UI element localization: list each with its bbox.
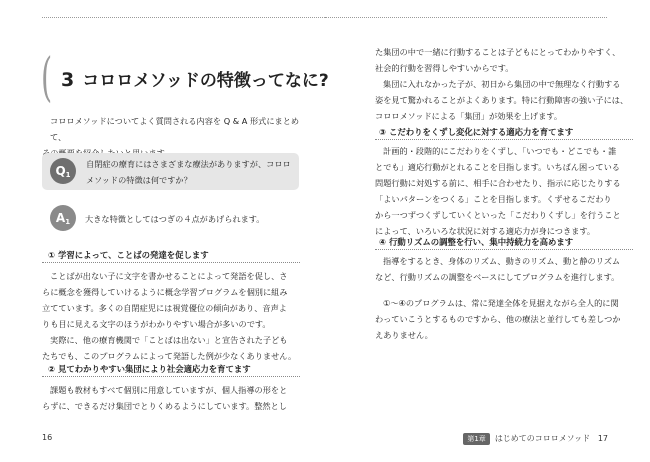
text-line: 計画的・段階的にこだわりをくずし、「いつでも・どこでも・誰 (383, 146, 617, 156)
section1-paragraph (42, 268, 304, 364)
text-line: 問題行動に対処する前に、相手に合わせたり、指示に応じたりする (375, 178, 621, 188)
section4-heading: ④ 行動リズムの調整を行い、集中持続力を高めます (379, 237, 574, 247)
chapter-number: 3 (61, 69, 75, 91)
question-badge: $Q_1$ (50, 158, 76, 184)
text-line: ①〜④のプログラムは、常に発達全体を見据えながら全人的に関 (383, 298, 619, 308)
text-line: 指導をするとき、身体のリズム、動きのリズム、動と静のリズム (383, 256, 621, 266)
section2-paragraph (42, 382, 304, 414)
text-line: た集団の中で一緒に行動することは子どもにとってわかりやすく、 (375, 47, 621, 57)
text-line: ことばが出ない子に文字を書かせることによって発語を促し、さ (50, 271, 288, 281)
section3-heading: ③ こだわりをくずし変化に対する適応力を育てます (379, 127, 574, 137)
question-box (42, 153, 299, 190)
intro-line: コロロメソッドについてよく質問される内容を Q & A 形式にまとめて、 (50, 116, 300, 142)
text-line: 立てています。多くの自閉症児には視覚優位の傾向があり、音声よ (42, 303, 287, 313)
section1-heading: ① 学習によって、ことばの発達を促します (48, 250, 209, 260)
section4-paragraph (375, 253, 637, 285)
chapter-bracket-ornament: ( (41, 48, 53, 108)
text-line: 社会的行動を習得しやすいからです。 (375, 63, 514, 73)
running-footer (463, 433, 608, 445)
section4-rule (375, 249, 633, 250)
text-line: らに概念を獲得していけるように概念学習プログラムを個別に組み (42, 287, 288, 297)
text-line: から一つずつくずしていくといった「こだわりくずし」を行うこと (375, 210, 621, 220)
text-line: 「よいパターンをつくる」ことを目指します。くずせるこだわり (375, 194, 612, 204)
text-line: わっていこうとするものですから、他の療法と並行しても差しつか (375, 314, 621, 324)
answer-text: 大きな特徴としてはつぎの４点があげられます。 (85, 214, 265, 224)
text-line: えありません。 (375, 330, 433, 340)
top-rule-right (325, 17, 607, 18)
text-line: 集団に入れなかった子が、初日から集団の中で無理なく行動する (383, 79, 621, 89)
text-line: 姿を見て驚かれることがよくあります。特に行動障害の強い子には、 (375, 95, 629, 105)
section1-rule (42, 262, 300, 263)
section2-rule (42, 376, 300, 377)
text-line: など、行動リズムの調整をベースにしてプログラムを進行します。 (375, 272, 620, 282)
answer-badge: $A_1$ (50, 205, 76, 231)
text-line: 実際に、他の療育機関で「ことばは出ない」と宣告された子ども (50, 335, 288, 345)
chapter-tab: 第1章 (463, 433, 489, 445)
text-line: らずに、できるだけ集団でとりくめるようにしています。整然とし (42, 401, 287, 411)
text-line: たちでも、このプログラムによって発語した例が少なくありません。 (42, 351, 297, 361)
top-rule-left (42, 17, 325, 18)
text-line: コロロメソッドによる「集団」が効果を上げます。 (375, 111, 563, 121)
text-line: とでも」適応行動がとれることを目指します。いちばん困っている (375, 162, 620, 172)
text-line: によって、いろいろな状況に対する適応力が身につきます。 (375, 226, 596, 236)
section2-heading: ② 見てわかりやすい集団により社会適応力を育てます (48, 364, 251, 374)
chapter-title (61, 66, 329, 91)
question-text: 自閉症の療育にはさまざまな療法がありますが、コロロメソッドの特徴は何ですか？ (86, 159, 291, 185)
continued-paragraph (375, 44, 637, 124)
running-title: はじめてのコロロメソッド (494, 434, 591, 443)
text-line: 課題も教材もすべて個別に用意していますが、個人指導の形をと (50, 385, 288, 395)
closing-paragraph (375, 295, 637, 343)
section3-paragraph (375, 143, 637, 239)
page-number-right: 17 (597, 434, 608, 443)
text-line: りも目に見える文字のほうがわかりやすい場合が多いのです。 (42, 319, 271, 329)
page-number-left: 16 (42, 433, 53, 442)
right-page (325, 0, 650, 462)
chapter-title-text: コロロメソッドの特徴ってなに? (82, 71, 329, 91)
section3-rule (375, 139, 633, 140)
